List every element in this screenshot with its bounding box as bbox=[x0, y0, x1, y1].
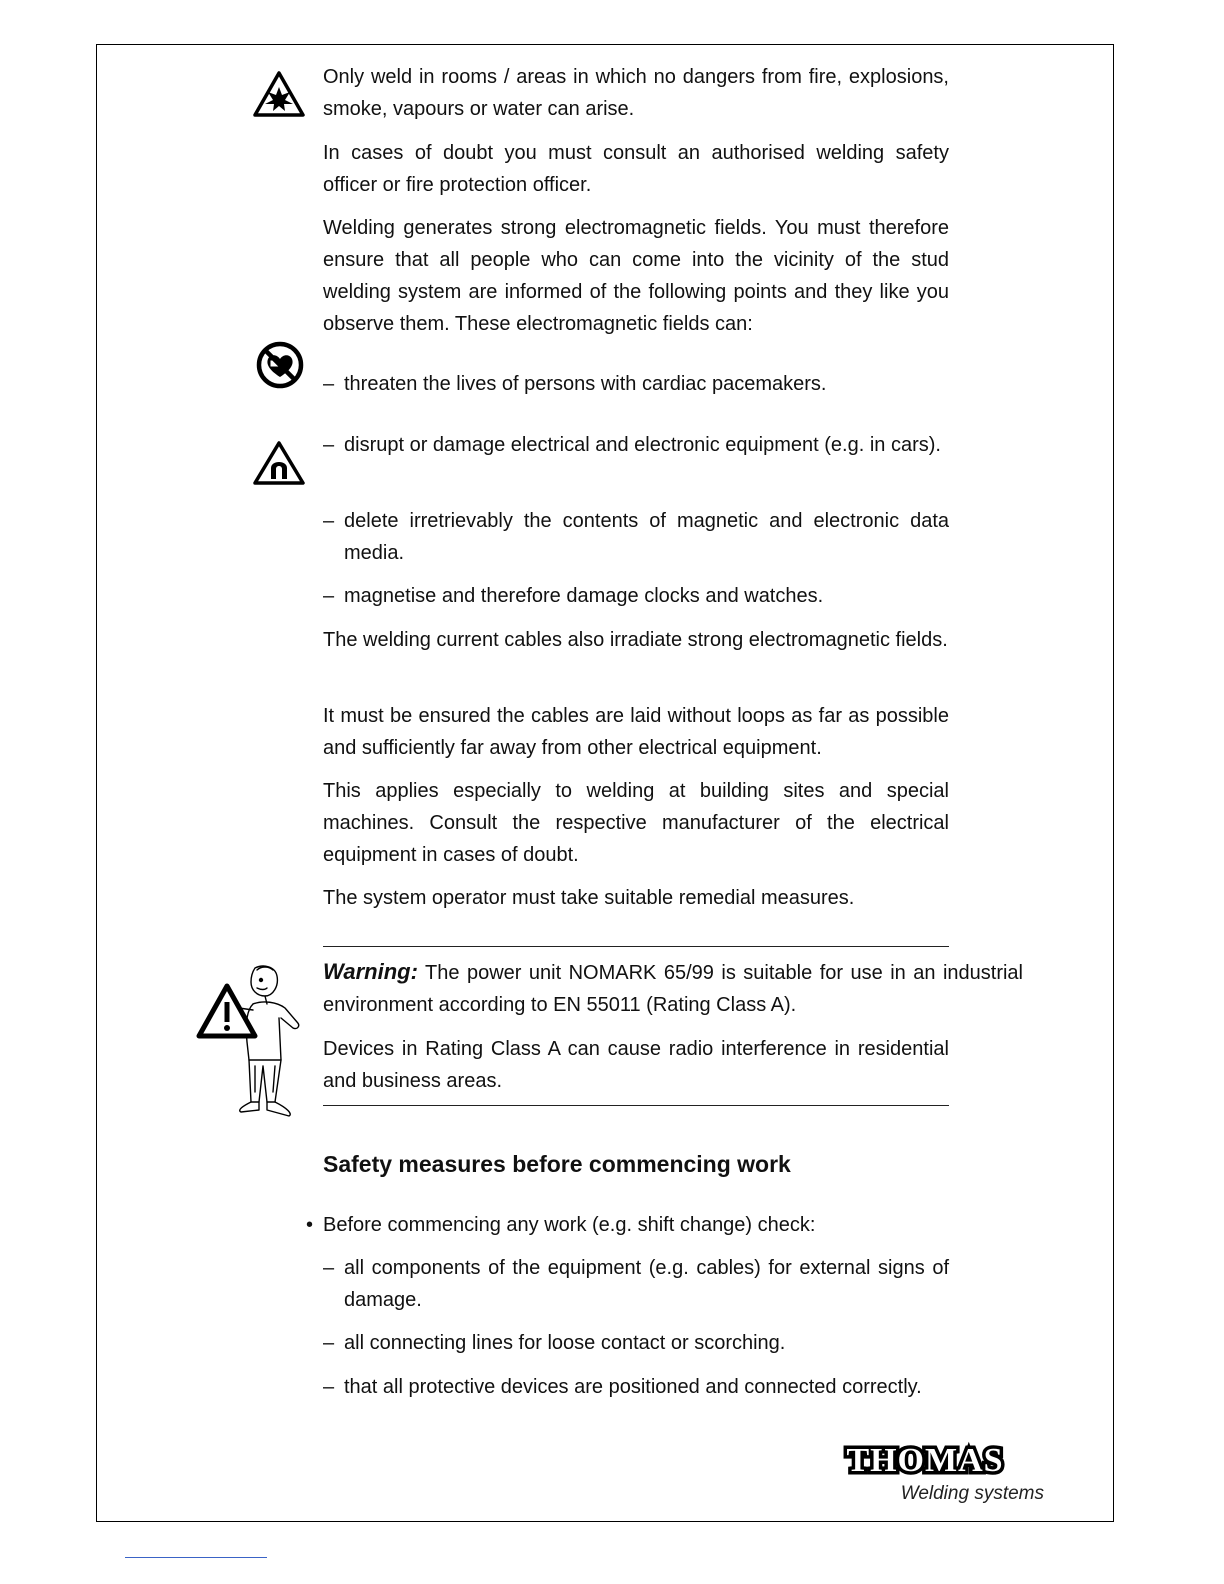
logo-text: THOMAS bbox=[846, 1442, 1004, 1479]
bullet-dot: • bbox=[306, 1214, 314, 1236]
warning-note: Devices in Rating Class A can cause radio interference in residential and business areas. bbox=[323, 1038, 949, 1092]
warning-text: The power unit NOMARK 65/99 is suitable for use in an industrial environment according to EN 55011 (Rating Class A). bbox=[323, 962, 1023, 1016]
checklist-item-connections: – all connecting lines for loose contact or scorching. bbox=[323, 1327, 949, 1359]
no-pacemaker-icon bbox=[255, 340, 305, 390]
paragraph-fire-hazard: Only weld in rooms / areas in which no dangers from fire, explosions, smoke, vapours or water can arise. bbox=[323, 66, 949, 120]
checklist-item-components: – all components of the equipment (e.g. cables) for external signs of damage. bbox=[323, 1252, 949, 1316]
list-item-pacemaker: – threaten the lives of persons with cardiac pacemakers. bbox=[323, 368, 949, 400]
magnetic-field-warning-icon bbox=[252, 440, 306, 486]
explosion-hazard-icon bbox=[252, 70, 306, 118]
thomas-logo bbox=[810, 1440, 1040, 1480]
footer-link-line bbox=[125, 1557, 267, 1558]
paragraph-cable-loops: It must be ensured the cables are laid without loops as far as possible and sufficiently far away from other electrical equipment. bbox=[323, 705, 949, 759]
paragraph-consult-officer: In cases of doubt you must consult an authorised welding safety officer or fire protection officer. bbox=[323, 142, 949, 196]
warning-bottom-rule bbox=[323, 1105, 949, 1106]
warning-paragraph bbox=[323, 956, 1023, 1021]
list-item-electronics: – disrupt or damage electrical and electronic equipment (e.g. in cars). bbox=[323, 429, 949, 461]
checklist-item-protective-devices: – that all protective devices are positioned and connected correctly. bbox=[323, 1371, 949, 1403]
section-heading: Safety measures before commencing work bbox=[323, 1151, 791, 1177]
paragraph-electromagnetic: Welding generates strong electromagnetic fields. You must therefore ensure that all people who can come into the vicinity of the stud welding system are informed of the following points and they like you observe them. These electromagnetic fields can: bbox=[323, 217, 949, 335]
warning-person-icon bbox=[193, 962, 308, 1122]
paragraph-building-sites: This applies especially to welding at building sites and special machines. Consult the respective manufacturer of the electrical equipment in cases of doubt. bbox=[323, 780, 949, 866]
checklist-intro: Before commencing any work (e.g. shift change) check: bbox=[323, 1214, 816, 1236]
checklist-bullet bbox=[306, 1209, 816, 1241]
list-item-clocks: – magnetise and therefore damage clocks and watches. bbox=[323, 580, 949, 612]
paragraph-remedial: The system operator must take suitable remedial measures. bbox=[323, 887, 855, 909]
brand-tagline: Welding systems bbox=[900, 1483, 1044, 1504]
warning-label: Warning: bbox=[323, 959, 418, 984]
list-item-data-media: – delete irretrievably the contents of magnetic and electronic data media. bbox=[323, 505, 949, 569]
paragraph-cables: The welding current cables also irradiate strong electromagnetic fields. bbox=[323, 629, 948, 651]
warning-top-rule bbox=[323, 946, 949, 947]
